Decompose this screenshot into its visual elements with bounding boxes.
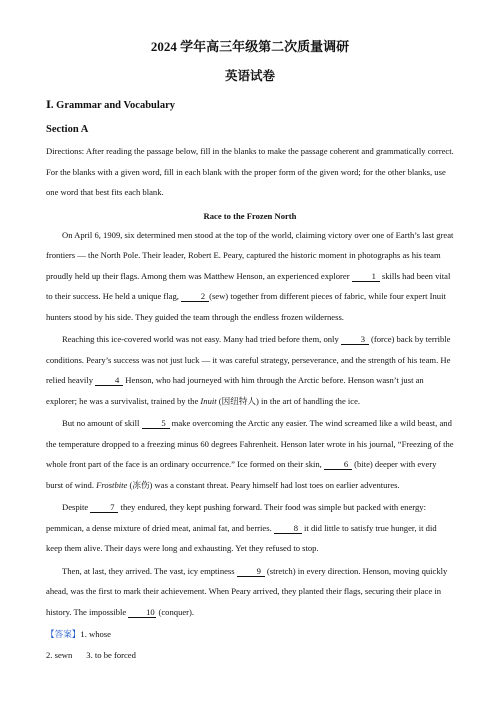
blank-1: 1 bbox=[352, 271, 380, 282]
section-heading: Section A bbox=[46, 124, 89, 135]
para-text: (冻伤) was a constant threat. Peary himself had lost toes on earlier adventures. bbox=[127, 479, 400, 490]
para-text: they endured, they kept pushing forward. Their food was simple but packed with energy: pemmican, a dense mixture of dried meat, animal fat, and berries. bbox=[46, 502, 426, 533]
blank-3: 3 bbox=[341, 334, 369, 345]
passage-title: Race to the Frozen North bbox=[203, 210, 297, 221]
answer-3: 3. to be forced bbox=[86, 649, 136, 660]
blank-10: 10 bbox=[128, 607, 156, 618]
para-text: it did little to satisfy true hunger, it did keep them alive. Their days were long and exhausting. Yet they refused to stop. bbox=[46, 522, 437, 553]
para-text: (force) back by terrible conditions. Peary’s success was not just luck — it was careful strategy, perseverance, and the strength of his team. He relied heavily bbox=[46, 334, 451, 385]
exam-subtitle: 英语试卷 bbox=[224, 69, 275, 83]
para-text: Despite bbox=[62, 502, 91, 512]
blank-2: 2 bbox=[181, 291, 209, 302]
italic-term: Inuit bbox=[200, 395, 217, 406]
answer-2: 2. sewn bbox=[46, 649, 73, 660]
para-text: skills had been vital to their success. He held a unique flag, bbox=[46, 270, 451, 301]
para-text: But no amount of skill bbox=[62, 418, 142, 428]
answer-line-2 bbox=[46, 645, 454, 666]
passage-paragraph-3 bbox=[46, 413, 454, 495]
blank-7: 7 bbox=[90, 502, 118, 513]
exam-title: 2024 学年高三年级第二次质量调研 bbox=[150, 39, 350, 54]
para-text: (bite) deeper with every burst of wind. bbox=[46, 459, 437, 490]
para-text: (因纽特人) in the art of handling the ice. bbox=[216, 395, 361, 406]
para-text: (conquer). bbox=[156, 606, 195, 617]
blank-6: 6 bbox=[324, 459, 352, 470]
blank-5: 5 bbox=[142, 418, 170, 429]
blank-8: 8 bbox=[274, 523, 302, 534]
passage-paragraph-2 bbox=[46, 329, 454, 411]
answer-line-1 bbox=[46, 624, 454, 645]
para-text: Then, at last, they arrived. The vast, icy emptiness bbox=[62, 565, 237, 576]
directions-text: Directions: After reading the passage below, fill in the blanks to make the passage coherent and grammatically correct. For the blanks with a given word, fill in each blank with the proper form of the given word; for the other blanks, use one word that best fits each blank. bbox=[46, 146, 454, 197]
passage-paragraph-5 bbox=[46, 561, 454, 623]
para-text: (stretch) in every direction. Henson, moving quickly ahead, was the first to mark their achievement. When Peary arrived, they planted their flags, securing their place in history. The impossible bbox=[46, 565, 448, 617]
blank-9: 9 bbox=[237, 566, 265, 577]
answer-1: 1. whose bbox=[80, 629, 111, 639]
para-text: make overcoming the Arctic any easier. The wind screamed like a wild beast, and the temperature dropped to a freezing minus 60 degrees Fahrenheit. Henson later wrote in his journal, “Freezing of the whole front part of the face is an ordinary occurrence.” Ice formed on their skin, bbox=[46, 418, 454, 469]
passage-paragraph-1 bbox=[46, 225, 454, 328]
para-text: Henson, who had journeyed with him through the Arctic before. Henson wasn’t just an explorer; he was a survivalist, trained by the bbox=[46, 375, 424, 406]
italic-term: Frostbite bbox=[96, 479, 128, 490]
blank-4: 4 bbox=[95, 375, 123, 386]
para-text: Reaching this ice-covered world was not easy. Many had tried before them, only bbox=[62, 334, 341, 344]
para-text: On April 6, 1909, six determined men stood at the top of the world, claiming victory over one of Earth’s last great frontiers — the North Pole. Their leader, Robert E. Peary, captured the historic moment in photographs as his team proudly held up their flags. Among them was Matthew Henson, an experienced explorer bbox=[46, 229, 454, 281]
para-text: (sew) together from different pieces of fabric, while four expert Inuit hunters stood by his side. They guided the team through the endless frozen wilderness. bbox=[46, 291, 446, 322]
answer-block bbox=[46, 624, 454, 665]
answer-label: 【答案】 bbox=[46, 629, 81, 639]
passage-paragraph-4 bbox=[46, 497, 454, 559]
part-heading: Ⅰ. Grammar and Vocabulary bbox=[46, 100, 175, 111]
